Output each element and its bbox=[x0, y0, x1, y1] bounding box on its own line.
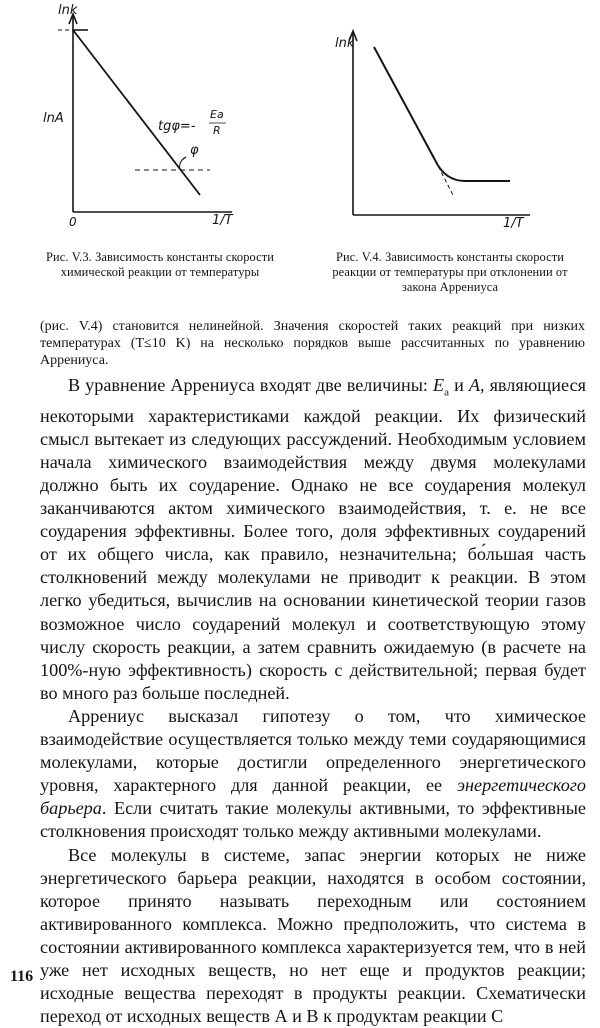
origin-label: 0 bbox=[69, 215, 77, 229]
term-energy-barrier: энергетического барьера bbox=[40, 775, 586, 819]
symbol-ea: E bbox=[433, 375, 445, 395]
figure-v3-graph bbox=[40, 0, 270, 235]
paragraph-2-part-b: . Если считать такие молекулы активными, то эффективные столкновения происходят только между активными молекулами. bbox=[40, 798, 586, 842]
angle-label: φ bbox=[190, 143, 199, 158]
x-axis-label: 1/T bbox=[503, 216, 524, 231]
paragraph-2-part-a: Аррениус высказал гипотезу о том, что химическое взаимодействие осуществляется только между теми соударяющимися молекулами, которые достигли определенного энергетического уровня, характерного для данной реакции, ее bbox=[40, 705, 586, 796]
paragraph-3: Все молекулы в системе, запас энергии которых не ниже энергетического барьера реакции, находятся в особом состоянии, которое принято называть переходным или состоянием активированного комплекса. Можно предположить, что система в состоянии активированного комплекса характеризуется тем, что в ней уже нет исходных веществ, но нет еще и продуктов реакции; исходные вещества переходят в продукты реакции. Схематически переход от исходных веществ А и В к продуктам реакции С bbox=[40, 844, 586, 1027]
small-paragraph: (рис. V.4) становится нелинейной. Значения скоростей таких реакций при низких температурах (T≤10 K) на несколько порядков выше рассчитанных по уравнению Аррениуса. bbox=[40, 319, 585, 368]
paragraph-1-part-a: В уравнение Аррениуса входят две величины: bbox=[68, 375, 434, 395]
x-axis-label: 1/T bbox=[212, 213, 233, 228]
figure-v4-caption: Рис. V.4. Зависимость константы скорости реакции от температуры при отклонении от закона Аррениуса bbox=[332, 250, 568, 294]
intercept-label: lnA bbox=[43, 111, 64, 126]
figure-v3-caption: Рис. V.3. Зависимость константы скорости химической реакции от температуры bbox=[46, 250, 274, 279]
symbol-ea-subscript: a bbox=[444, 386, 450, 399]
y-axis-label: lnk bbox=[335, 36, 355, 51]
paragraph-1-part-b: и bbox=[449, 375, 469, 395]
nonlinear-curve bbox=[374, 47, 510, 181]
paragraph-1 bbox=[40, 374, 586, 705]
slope-denominator: R bbox=[213, 124, 221, 137]
page-number: 116 bbox=[10, 968, 34, 985]
slope-numerator: Ea bbox=[210, 108, 224, 121]
main-text bbox=[40, 374, 586, 1028]
figure-v4 bbox=[320, 25, 560, 235]
figure-v3 bbox=[40, 0, 270, 235]
angle-arc-head bbox=[182, 157, 186, 160]
figure-v4-graph bbox=[320, 25, 560, 235]
slope-label: tgφ=- bbox=[158, 119, 196, 134]
paragraph-1-part-c: , являющиеся некоторыми характеристиками каждой реакции. Их физический смысл вытекает из следующих рассуждений. Необходимым условием начала химического взаимодействия между двумя молекулами должно быть их соударение. Однако не все соударения молекул заканчиваются актом химического взаимодействия, т. е. не все соударения эффективны. Более того, доля эффективных соударений от их общего числа, как правило, незначительна; бо́льшая часть столкновений между молекулами не приводит к реакции. В этом легко убедиться, вычислив на основании кинетической теории газов возможное число соударений молекул и соответствующую этому числу скорость реакции, а затем сравнить ожидаемую (в расчете на 100%-ную эффективность) скорость с действительной; первая будет во много раз больше последней. bbox=[40, 375, 587, 703]
symbol-a: A bbox=[468, 375, 480, 395]
paragraph-2 bbox=[40, 705, 586, 844]
y-axis-label: lnk bbox=[58, 3, 78, 18]
